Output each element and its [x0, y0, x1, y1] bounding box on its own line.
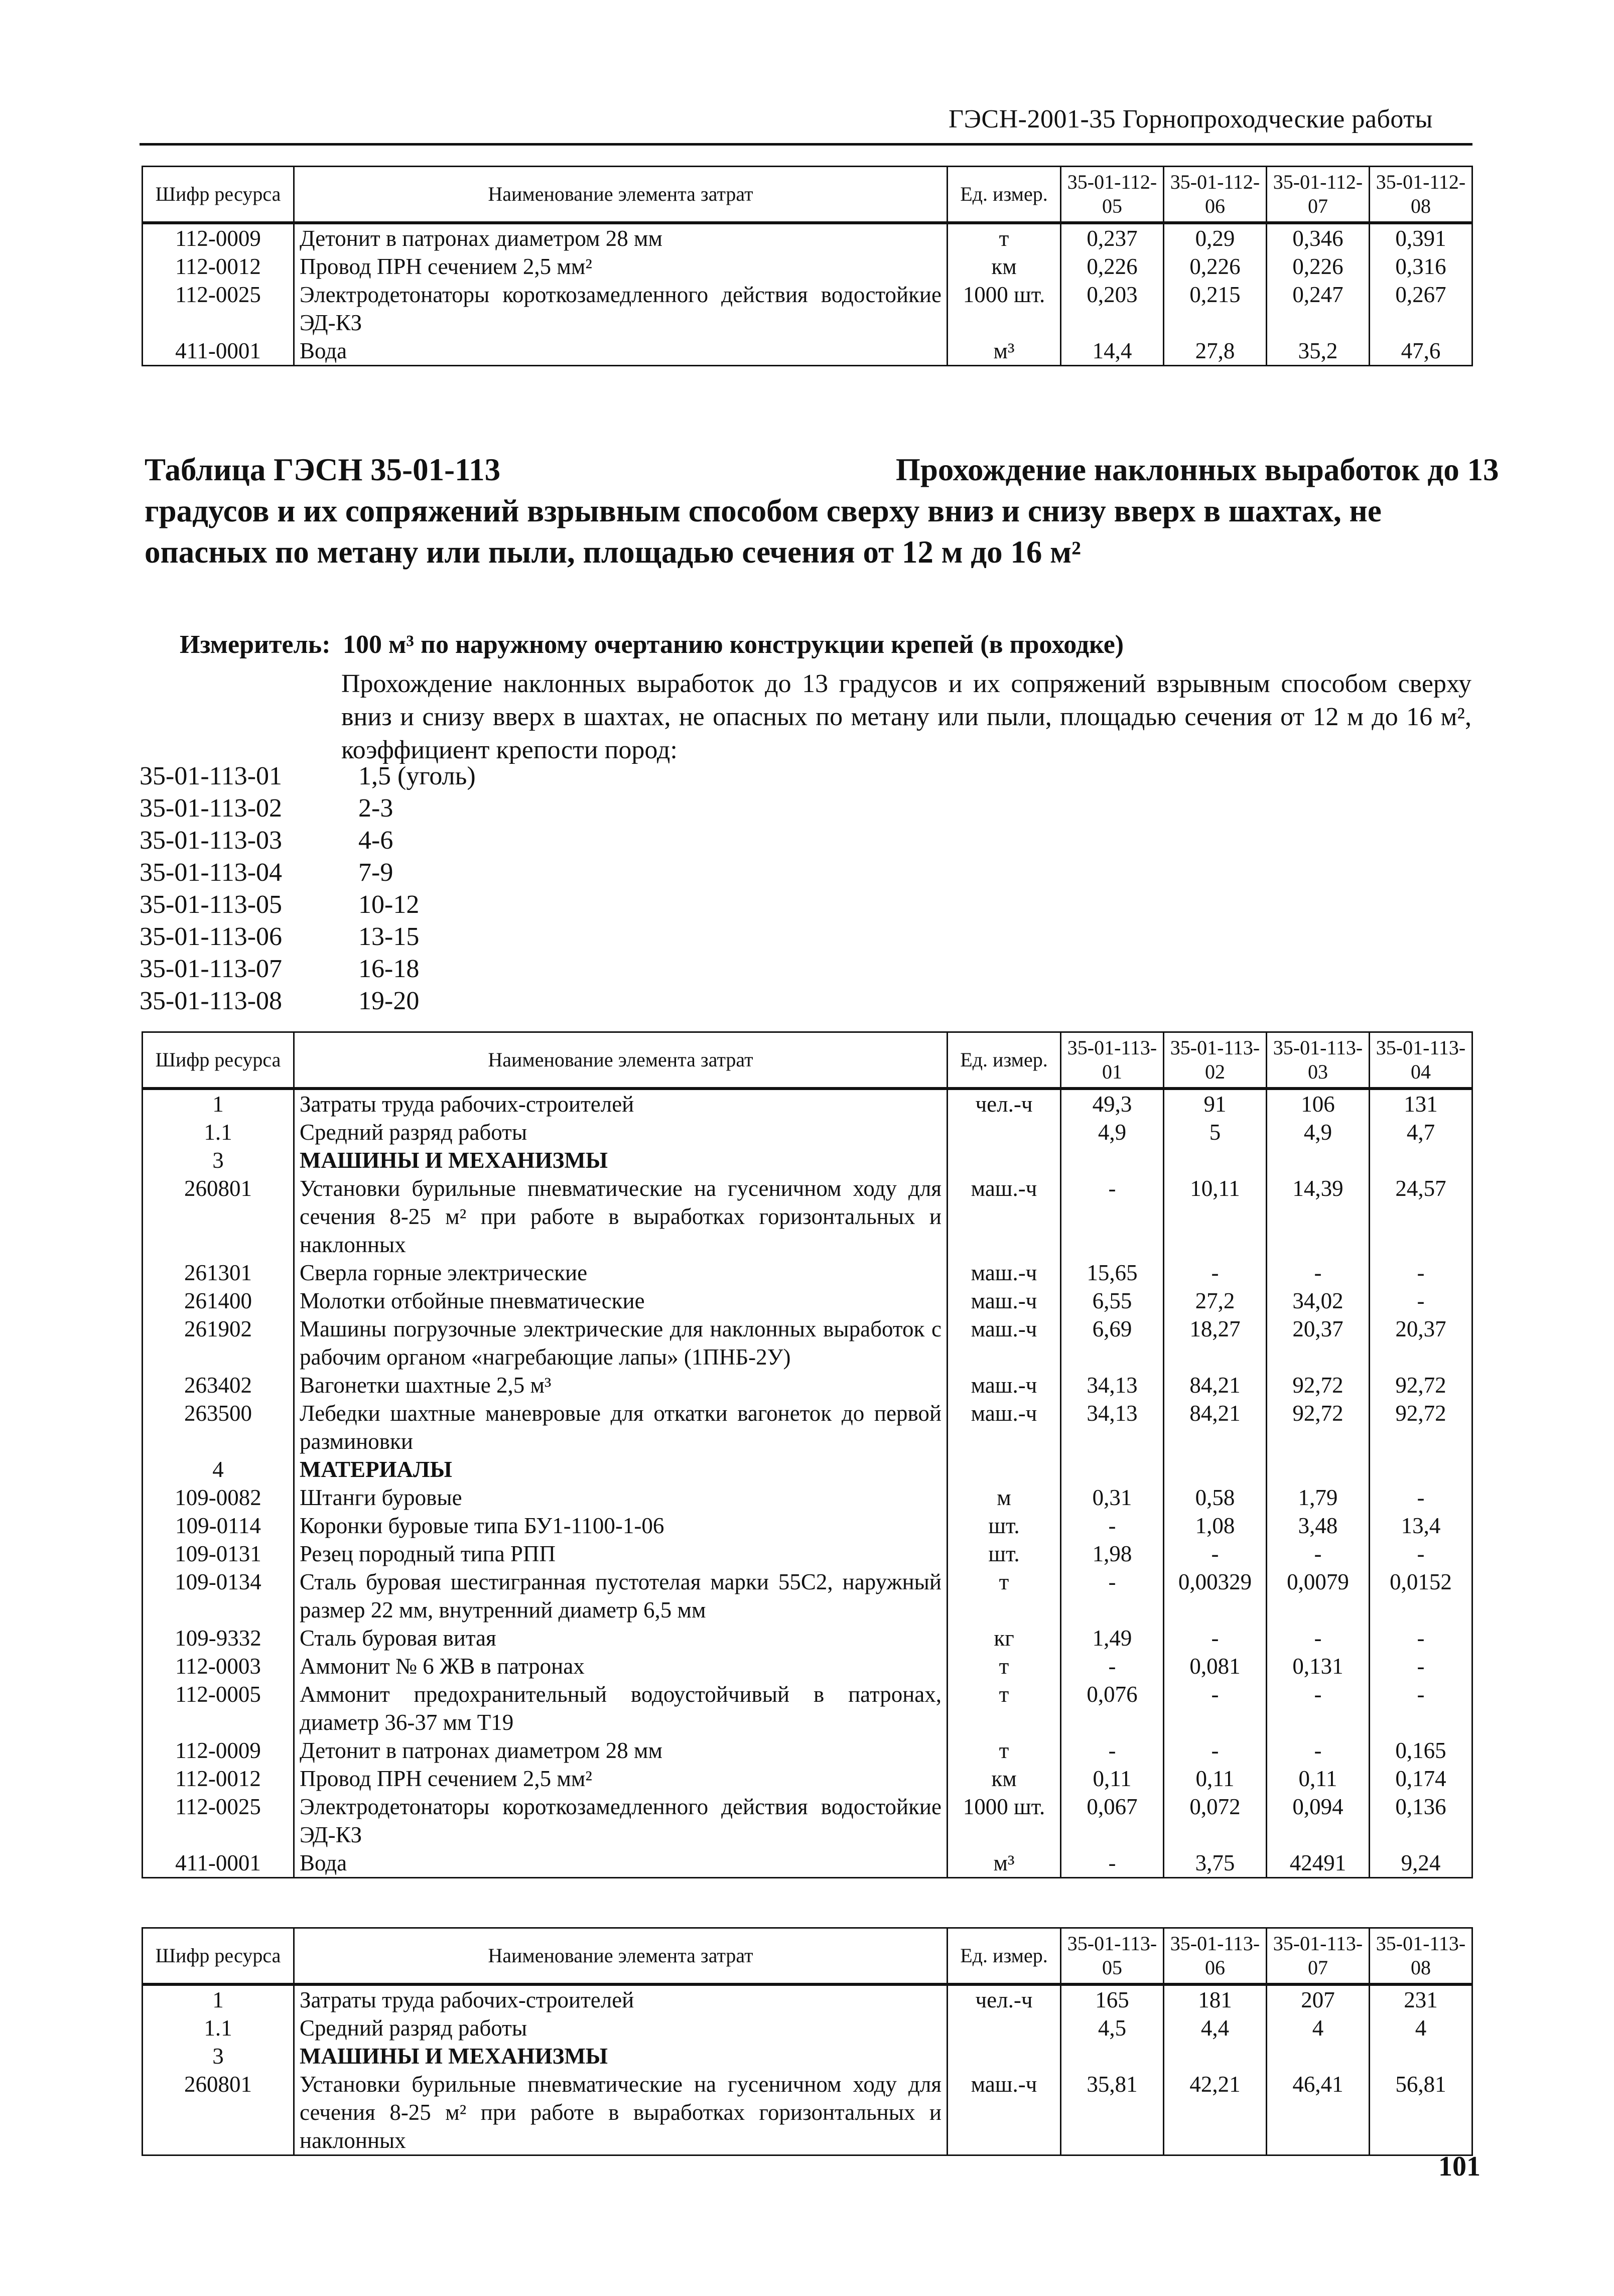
resource-value: 18,27: [1164, 1315, 1267, 1371]
resource-value: 207: [1267, 1984, 1370, 2014]
table-row: [143, 1287, 1472, 1315]
table-row: [143, 2014, 1472, 2042]
resource-value: -: [1370, 1680, 1472, 1736]
resource-value: -: [1267, 1540, 1370, 1568]
resource-value: -: [1061, 1512, 1164, 1540]
resource-value: [1267, 1455, 1370, 1483]
resource-value: [1370, 1455, 1472, 1483]
variant-row: [140, 953, 476, 985]
resource-value: 49,3: [1061, 1089, 1164, 1118]
resource-name: Средний разряд работы: [294, 2014, 948, 2042]
resource-value: 92,72: [1370, 1371, 1472, 1399]
resource-value: 4,4: [1164, 2014, 1267, 2042]
resource-value: 27,8: [1164, 337, 1267, 366]
resource-code: 3: [143, 1146, 294, 1174]
resource-value: 0,247: [1267, 281, 1370, 337]
resource-name: Провод ПРН сечением 2,5 мм²: [294, 1765, 948, 1793]
resource-value: 0,165: [1370, 1736, 1472, 1765]
table-row: [143, 1455, 1472, 1483]
table-row: [143, 223, 1472, 252]
resource-value: -: [1164, 1540, 1267, 1568]
resource-value: 35,81: [1061, 2070, 1164, 2155]
column-header-variant: 35-01-113-04: [1370, 1032, 1472, 1089]
table-row: [143, 1483, 1472, 1512]
resource-unit: маш.-ч: [948, 1371, 1061, 1399]
column-header-name: Наименование элемента затрат: [294, 167, 948, 223]
resource-value: 34,02: [1267, 1287, 1370, 1315]
resource-value: 56,81: [1370, 2070, 1472, 2155]
resource-value: 0,226: [1164, 252, 1267, 281]
variant-value: 13-15: [358, 922, 420, 951]
resource-name: Средний разряд работы: [294, 1118, 948, 1146]
resource-value: 34,13: [1061, 1399, 1164, 1455]
resource-value: 42491: [1267, 1849, 1370, 1878]
column-header-variant: 35-01-112-06: [1164, 167, 1267, 223]
resource-value: 4,5: [1061, 2014, 1164, 2042]
resource-unit: м: [948, 1483, 1061, 1512]
meter-label: Измеритель:: [180, 630, 331, 659]
resource-value: 0,226: [1061, 252, 1164, 281]
resource-value: -: [1061, 1174, 1164, 1259]
resource-value: 42,21: [1164, 2070, 1267, 2155]
resource-code: 411-0001: [143, 1849, 294, 1878]
table-title-text: Прохождение наклонных выработок до 13 градусов и их сопряжений взрывным способом сверху вниз и снизу вверх в шахтах, не опасных по метану или пыли, площадью сечения от 12 м до 16 м²: [145, 452, 1499, 570]
variant-code: 35-01-113-07: [140, 955, 283, 983]
resource-name: Вода: [294, 1849, 948, 1878]
resource-value: -: [1164, 1680, 1267, 1736]
resource-value: 91: [1164, 1089, 1267, 1118]
column-header-name: Наименование элемента затрат: [294, 1032, 948, 1089]
resource-unit: чел.-ч: [948, 1089, 1061, 1118]
resource-value: -: [1061, 1568, 1164, 1624]
resource-name: Аммонит предохранительный водоустойчивый в патронах, диаметр 36-37 мм Т19: [294, 1680, 948, 1736]
table-row: [143, 2070, 1472, 2155]
resource-value: -: [1370, 1652, 1472, 1680]
resource-name: Установки бурильные пневматические на гусеничном ходу для сечения 8-25 м² при работе в выработках горизонтальных и наклонных: [294, 1174, 948, 1259]
resource-unit: [948, 1455, 1061, 1483]
table-row: [143, 1765, 1472, 1793]
resource-name: Установки бурильные пневматические на гусеничном ходу для сечения 8-25 м² при работе в выработках горизонтальных и наклонных: [294, 2070, 948, 2155]
variant-row: [140, 889, 476, 921]
resource-value: 27,2: [1164, 1287, 1267, 1315]
column-header-variant: 35-01-113-01: [1061, 1032, 1164, 1089]
table-row: [143, 1146, 1472, 1174]
resource-value: -: [1370, 1483, 1472, 1512]
resource-name: Вагонетки шахтные 2,5 м³: [294, 1371, 948, 1399]
resource-value: 5: [1164, 1118, 1267, 1146]
resource-name: Вода: [294, 337, 948, 366]
resource-unit: км: [948, 1765, 1061, 1793]
resource-value: [1164, 2042, 1267, 2070]
column-header-variant: 35-01-112-07: [1267, 167, 1370, 223]
resource-code: 260801: [143, 2070, 294, 2155]
table-row: [143, 1849, 1472, 1878]
resource-name: Молотки отбойные пневматические: [294, 1287, 948, 1315]
resource-code: 1.1: [143, 2014, 294, 2042]
resource-value: -: [1061, 1849, 1164, 1878]
resource-value: 1,98: [1061, 1540, 1164, 1568]
table-row: [143, 1371, 1472, 1399]
resource-code: 109-0131: [143, 1540, 294, 1568]
resource-unit: км: [948, 252, 1061, 281]
resource-code: 112-0003: [143, 1652, 294, 1680]
resource-value: 181: [1164, 1984, 1267, 2014]
resource-unit: кг: [948, 1624, 1061, 1652]
resource-name: МАШИНЫ И МЕХАНИЗМЫ: [294, 1146, 948, 1174]
column-header-variant: 35-01-113-05: [1061, 1928, 1164, 1985]
resource-value: 9,24: [1370, 1849, 1472, 1878]
column-header-unit: Ед. измер.: [948, 1928, 1061, 1985]
resource-name: Провод ПРН сечением 2,5 мм²: [294, 252, 948, 281]
table-row: [143, 1399, 1472, 1455]
resource-value: 0,0152: [1370, 1568, 1472, 1624]
resource-value: 0,203: [1061, 281, 1164, 337]
resource-unit: маш.-ч: [948, 1174, 1061, 1259]
table-row: [143, 1680, 1472, 1736]
variant-value: 10-12: [358, 890, 420, 919]
resource-code: 261902: [143, 1315, 294, 1371]
variant-value: 1,5 (уголь): [358, 762, 476, 790]
variant-value: 2-3: [358, 794, 393, 823]
resource-value: 0,076: [1061, 1680, 1164, 1736]
resource-code: 260801: [143, 1174, 294, 1259]
column-header-unit: Ед. измер.: [948, 1032, 1061, 1089]
resource-value: 92,72: [1370, 1399, 1472, 1455]
resource-code: 3: [143, 2042, 294, 2070]
resource-unit: маш.-ч: [948, 1259, 1061, 1287]
resource-unit: м³: [948, 1849, 1061, 1878]
resource-code: 112-0005: [143, 1680, 294, 1736]
resource-value: 231: [1370, 1984, 1472, 2014]
resource-value: 0,11: [1267, 1765, 1370, 1793]
resource-unit: т: [948, 1680, 1061, 1736]
resource-value: -: [1164, 1624, 1267, 1652]
variant-list: [140, 760, 476, 1017]
resource-value: 4: [1370, 2014, 1472, 2042]
table-row: [143, 1984, 1472, 2014]
resource-name: Сверла горные электрические: [294, 1259, 948, 1287]
table-row: [143, 281, 1472, 337]
resource-name: Сталь буровая витая: [294, 1624, 948, 1652]
resource-name: Коронки буровые типа БУ1-1100-1-06: [294, 1512, 948, 1540]
resource-unit: маш.-ч: [948, 1287, 1061, 1315]
resource-value: [1370, 2042, 1472, 2070]
resource-name: Машины погрузочные электрические для наклонных выработок с рабочим органом «нагребающие лапы» (1ПНБ-2У): [294, 1315, 948, 1371]
table-row: [143, 1259, 1472, 1287]
resource-value: 14,39: [1267, 1174, 1370, 1259]
resource-value: 106: [1267, 1089, 1370, 1118]
variant-row: [140, 857, 476, 889]
resource-value: 0,0079: [1267, 1568, 1370, 1624]
resource-value: -: [1370, 1540, 1472, 1568]
resource-value: -: [1267, 1680, 1370, 1736]
resource-value: 10,11: [1164, 1174, 1267, 1259]
resource-value: 0,346: [1267, 223, 1370, 252]
resource-value: 131: [1370, 1089, 1472, 1118]
resource-value: [1164, 1146, 1267, 1174]
resource-value: 20,37: [1267, 1315, 1370, 1371]
resource-value: 4,7: [1370, 1118, 1472, 1146]
table-row: [143, 1793, 1472, 1849]
resource-value: -: [1061, 1736, 1164, 1765]
resource-name: Затраты труда рабочих-строителей: [294, 1089, 948, 1118]
resource-code: 1.1: [143, 1118, 294, 1146]
resource-value: 0,174: [1370, 1765, 1472, 1793]
resource-value: 0,237: [1061, 223, 1164, 252]
variant-row: [140, 792, 476, 825]
variant-row: [140, 985, 476, 1017]
resource-value: 6,69: [1061, 1315, 1164, 1371]
resource-unit: [948, 1146, 1061, 1174]
resource-name: Детонит в патронах диаметром 28 мм: [294, 223, 948, 252]
resource-unit: шт.: [948, 1512, 1061, 1540]
variant-code: 35-01-113-04: [140, 858, 283, 887]
resource-code: 109-0114: [143, 1512, 294, 1540]
resource-unit: чел.-ч: [948, 1984, 1061, 2014]
variant-value: 4-6: [358, 826, 393, 855]
resource-code: 1: [143, 1984, 294, 2014]
resource-value: 92,72: [1267, 1399, 1370, 1455]
variant-row: [140, 760, 476, 792]
resource-unit: маш.-ч: [948, 2070, 1061, 2155]
header-row: [143, 1928, 1472, 1985]
column-header-variant: 35-01-112-05: [1061, 167, 1164, 223]
resource-unit: м³: [948, 337, 1061, 366]
resource-value: 6,55: [1061, 1287, 1164, 1315]
resource-name: Штанги буровые: [294, 1483, 948, 1512]
resource-value: 0,226: [1267, 252, 1370, 281]
resource-value: 0,072: [1164, 1793, 1267, 1849]
resource-value: 0,267: [1370, 281, 1472, 337]
column-header-variant: 35-01-113-03: [1267, 1032, 1370, 1089]
resource-code: 1: [143, 1089, 294, 1118]
resource-value: 0,081: [1164, 1652, 1267, 1680]
header-row: [143, 167, 1472, 223]
variant-row: [140, 825, 476, 857]
column-header-code: Шифр ресурса: [143, 167, 294, 223]
resource-value: 0,11: [1164, 1765, 1267, 1793]
column-header-variant: 35-01-112-08: [1370, 167, 1472, 223]
resource-name: МАШИНЫ И МЕХАНИЗМЫ: [294, 2042, 948, 2070]
resource-value: 24,57: [1370, 1174, 1472, 1259]
table-row: [143, 1118, 1472, 1146]
header-rule: [140, 143, 1472, 146]
resource-value: 0,29: [1164, 223, 1267, 252]
resource-code: 263500: [143, 1399, 294, 1455]
resource-value: 0,316: [1370, 252, 1472, 281]
variant-row: [140, 921, 476, 953]
resource-code: 112-0012: [143, 1765, 294, 1793]
resource-value: 92,72: [1267, 1371, 1370, 1399]
resource-unit: т: [948, 1736, 1061, 1765]
table-row: [143, 1089, 1472, 1118]
resource-code: 109-9332: [143, 1624, 294, 1652]
table-row: [143, 1736, 1472, 1765]
column-header-variant: 35-01-113-07: [1267, 1928, 1370, 1985]
table-row: [143, 337, 1472, 366]
resource-name: Сталь буровая шестигранная пустотелая марки 55С2, наружный размер 22 мм, внутренний диаметр 6,5 мм: [294, 1568, 948, 1624]
resource-value: 15,65: [1061, 1259, 1164, 1287]
resource-code: 112-0009: [143, 1736, 294, 1765]
resource-unit: маш.-ч: [948, 1399, 1061, 1455]
variant-value: 16-18: [358, 955, 420, 983]
variant-code: 35-01-113-06: [140, 922, 283, 951]
resource-name: Детонит в патронах диаметром 28 мм: [294, 1736, 948, 1765]
resource-value: -: [1267, 1624, 1370, 1652]
resource-unit: т: [948, 223, 1061, 252]
resource-name: Электродетонаторы короткозамедленного действия водостойкие ЭД-КЗ: [294, 281, 948, 337]
resource-value: 14,4: [1061, 337, 1164, 366]
resource-value: 0,136: [1370, 1793, 1472, 1849]
table-row: [143, 1652, 1472, 1680]
resource-code: 109-0134: [143, 1568, 294, 1624]
resource-unit: [948, 1118, 1061, 1146]
resource-value: 4: [1267, 2014, 1370, 2042]
resource-unit: [948, 2042, 1061, 2070]
variant-value: 7-9: [358, 858, 393, 887]
resource-code: 112-0025: [143, 281, 294, 337]
resource-code: 112-0012: [143, 252, 294, 281]
resource-value: 0,131: [1267, 1652, 1370, 1680]
variant-value: 19-20: [358, 987, 420, 1015]
variant-code: 35-01-113-05: [140, 890, 283, 919]
resource-table-bottom: [142, 1927, 1473, 2156]
resource-name: Лебедки шахтные маневровые для откатки вагонеток до первой разминовки: [294, 1399, 948, 1455]
resource-unit: т: [948, 1568, 1061, 1624]
column-header-code: Шифр ресурса: [143, 1928, 294, 1985]
resource-value: -: [1267, 1736, 1370, 1765]
resource-value: 47,6: [1370, 337, 1472, 366]
resource-value: 1,49: [1061, 1624, 1164, 1652]
table-title: [145, 449, 1500, 573]
resource-value: 4,9: [1267, 1118, 1370, 1146]
resource-value: -: [1164, 1259, 1267, 1287]
resource-code: 263402: [143, 1371, 294, 1399]
table-row: [143, 1174, 1472, 1259]
resource-value: 0,58: [1164, 1483, 1267, 1512]
resource-value: 1,79: [1267, 1483, 1370, 1512]
resource-value: 0,067: [1061, 1793, 1164, 1849]
resource-code: 112-0025: [143, 1793, 294, 1849]
resource-value: 34,13: [1061, 1371, 1164, 1399]
resource-unit: шт.: [948, 1540, 1061, 1568]
resource-value: 0,11: [1061, 1765, 1164, 1793]
table-row: [143, 1315, 1472, 1371]
column-header-variant: 35-01-113-06: [1164, 1928, 1267, 1985]
resource-value: 46,41: [1267, 2070, 1370, 2155]
table-row: [143, 1624, 1472, 1652]
resource-code: 261400: [143, 1287, 294, 1315]
resource-value: [1267, 1146, 1370, 1174]
column-header-variant: 35-01-113-08: [1370, 1928, 1472, 1985]
variant-code: 35-01-113-08: [140, 987, 283, 1015]
resource-value: 84,21: [1164, 1371, 1267, 1399]
column-header-unit: Ед. измер.: [948, 167, 1061, 223]
resource-code: 261301: [143, 1259, 294, 1287]
resource-value: 20,37: [1370, 1315, 1472, 1371]
resource-value: -: [1370, 1287, 1472, 1315]
resource-unit: маш.-ч: [948, 1315, 1061, 1371]
resource-value: -: [1370, 1259, 1472, 1287]
page-number: 101: [1438, 2151, 1481, 2182]
meter-value: 100 м³ по наружному очертанию конструкции крепей (в проходке): [343, 630, 1124, 659]
variant-code: 35-01-113-03: [140, 826, 283, 855]
table-row: [143, 252, 1472, 281]
resource-value: -: [1370, 1624, 1472, 1652]
resource-value: 84,21: [1164, 1399, 1267, 1455]
resource-value: [1164, 1455, 1267, 1483]
resource-value: 13,4: [1370, 1512, 1472, 1540]
resource-value: 1,08: [1164, 1512, 1267, 1540]
resource-table-main: [142, 1031, 1473, 1878]
resource-value: 0,31: [1061, 1483, 1164, 1512]
resource-unit: 1000 шт.: [948, 1793, 1061, 1849]
resource-value: 165: [1061, 1984, 1164, 2014]
resource-name: Аммонит № 6 ЖВ в патронах: [294, 1652, 948, 1680]
resource-value: 0,094: [1267, 1793, 1370, 1849]
table-row: [143, 2042, 1472, 2070]
resource-unit: т: [948, 1652, 1061, 1680]
resource-code: 112-0009: [143, 223, 294, 252]
table-description: Прохождение наклонных выработок до 13 градусов и их сопряжений взрывным способом сверху вниз и снизу вверх в шахтах, не опасных по метану или пыли, площадью сечения от 12 м до 16 м², коэффициент крепости пород:: [341, 669, 1471, 764]
resource-value: -: [1267, 1259, 1370, 1287]
meter-line: [180, 630, 1124, 659]
resource-value: [1267, 2042, 1370, 2070]
resource-value: [1370, 1146, 1472, 1174]
table-title-number: Таблица ГЭСН 35-01-113: [145, 452, 501, 487]
table-row: [143, 1540, 1472, 1568]
resource-unit: 1000 шт.: [948, 281, 1061, 337]
column-header-code: Шифр ресурса: [143, 1032, 294, 1089]
table-row: [143, 1512, 1472, 1540]
resource-value: -: [1061, 1652, 1164, 1680]
resource-value: 35,2: [1267, 337, 1370, 366]
column-header-name: Наименование элемента затрат: [294, 1928, 948, 1985]
resource-value: 0,00329: [1164, 1568, 1267, 1624]
resource-value: 0,391: [1370, 223, 1472, 252]
running-head: ГЭСН-2001-35 Горнопроходческие работы: [949, 105, 1433, 133]
resource-name: МАТЕРИАЛЫ: [294, 1455, 948, 1483]
resource-table-top: [142, 166, 1473, 366]
resource-code: 109-0082: [143, 1483, 294, 1512]
header-row: [143, 1032, 1472, 1089]
resource-value: [1061, 1146, 1164, 1174]
resource-name: Затраты труда рабочих-строителей: [294, 1984, 948, 2014]
resource-value: [1061, 2042, 1164, 2070]
resource-name: Электродетонаторы короткозамедленного действия водостойкие ЭД-КЗ: [294, 1793, 948, 1849]
resource-value: 0,215: [1164, 281, 1267, 337]
resource-value: [1061, 1455, 1164, 1483]
resource-value: 4,9: [1061, 1118, 1164, 1146]
resource-unit: [948, 2014, 1061, 2042]
resource-name: Резец породный типа РПП: [294, 1540, 948, 1568]
resource-code: 411-0001: [143, 337, 294, 366]
table-row: [143, 1568, 1472, 1624]
resource-code: 4: [143, 1455, 294, 1483]
variant-code: 35-01-113-02: [140, 794, 283, 823]
variant-code: 35-01-113-01: [140, 762, 283, 790]
column-header-variant: 35-01-113-02: [1164, 1032, 1267, 1089]
resource-value: 3,48: [1267, 1512, 1370, 1540]
resource-value: 3,75: [1164, 1849, 1267, 1878]
resource-value: -: [1164, 1736, 1267, 1765]
